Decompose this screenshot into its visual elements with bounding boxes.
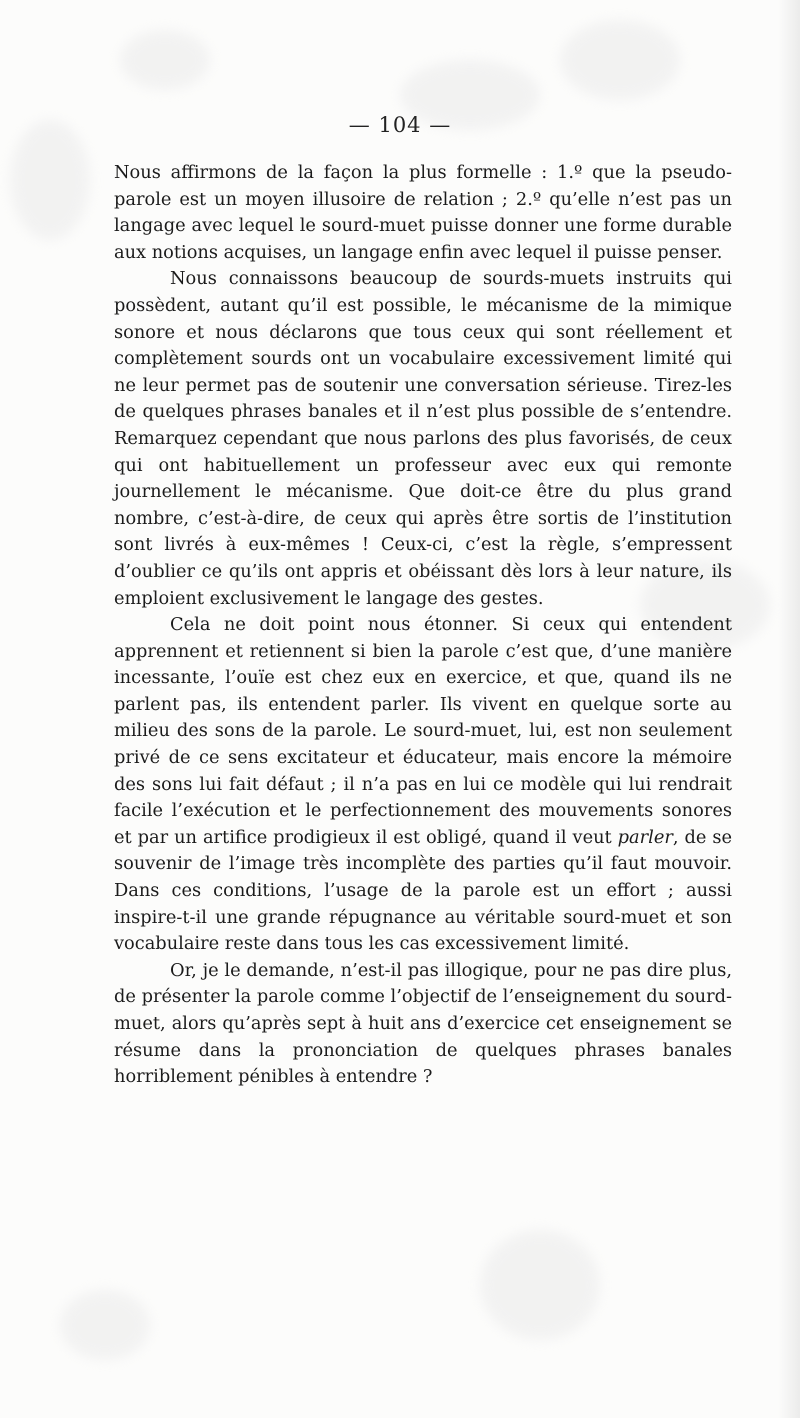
page-edge-shadow [778, 0, 800, 1418]
paragraph-1: Nous affirmons de la façon la plus formelle : 1.º que la pseudo-parole est un moyen illusoire de relation ; 2.º qu’elle n’est pas un langage avec lequel le sourd-muet puisse donner une forme durable aux notions acquises, un langage enfin avec lequel il puisse penser. [114, 162, 732, 263]
paper-stain [60, 1290, 150, 1360]
body-text [114, 160, 732, 1091]
paper-stain [120, 30, 210, 90]
paragraph-2: Nous connaissons beaucoup de sourds-muets instruits qui possèdent, autant qu’il est possible, le mécanisme de la mimique sonore et nous déclarons que tous ceux qui sont réellement et complètement sourds ont un vocabulaire excessivement limité qui ne leur permet pas de soutenir une conversation sérieuse. Tirez-les de quelques phrases banales et il n’est plus possible de s’entendre. Remarquez cependant que nous parlons des plus favorisés, de ceux qui ont habituellement un professeur avec eux qui remonte journellement le mécanisme. Que doit-ce être du plus grand nombre, c’est-à-dire, de ceux qui après être sortis de l’institution sont livrés à eux-mêmes ! Ceux-ci, c’est la règle, s’empressent d’oublier ce qu’ils ont appris et obéissant dès lors à leur nature, ils emploient exclusivement le langage des gestes. [114, 268, 732, 609]
paragraph-3-part-1: Cela ne doit point nous étonner. Si ceux qui entendent apprennent et retiennent si bien la parole c’est que, d’une manière incessante, l’ouïe est chez eux en exercice, et que, quand ils ne parlent pas, ils entendent parler. Ils vivent en quelque sorte au milieu des sons de la parole. Le sourd-muet, lui, est non seulement privé de ce sens excitateur et éducateur, mais encore la mémoire des sons lui fait défaut ; il n’a pas en lui ce modèle qui lui rendrait facile l’exécution et le perfectionnement des mouvements sonores et par un artifice prodigieux il est obligé, quand il veut [114, 614, 732, 848]
paragraph-3 [114, 612, 732, 958]
paper-stain [560, 20, 680, 100]
page-number: — 104 — [348, 113, 452, 137]
paper-stain [10, 120, 90, 240]
paper-stain [480, 1230, 600, 1340]
paragraph-4: Or, je le demande, n’est-il pas illogique, pour ne pas dire plus, de présenter la parole comme l’objectif de l’enseignement du sourd-muet, alors qu’après sept à huit ans d’exercice cet enseignement se résume dans la prononciation de quelques phrases banales horriblement pénibles à entendre ? [114, 959, 732, 1088]
paragraph-3-italic-word: parler [617, 826, 673, 848]
paragraph-3-part-2: , de se souvenir de l’image très incomplète des parties qu’il faut mouvoir. Dans ces conditions, l’usage de la parole est un effort ; aussi inspire-t-il une grande répugnance au véritable sourd-muet et son vocabulaire reste dans tous les cas excessivement limité. [114, 826, 732, 955]
